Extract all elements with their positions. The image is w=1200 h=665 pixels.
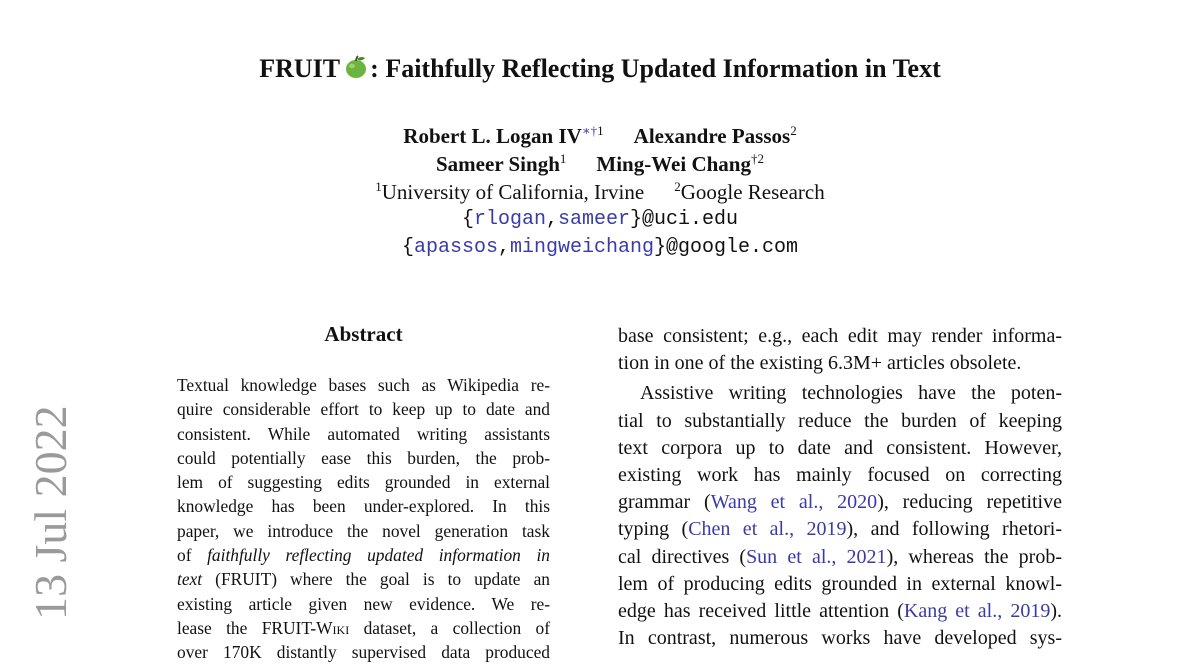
text-line: knowledge has been under-explored. In this <box>177 496 550 517</box>
author-affiliation-mark: †2 <box>751 151 764 166</box>
citation-link[interactable]: Sun et al., 2021 <box>746 545 887 568</box>
text-line: tion in one of the existing 6.3M+ articles obsolete. <box>618 352 1022 375</box>
email-link[interactable]: rlogan <box>473 208 546 231</box>
text-line: lease the FRUIT-Wiki dataset, a collection of <box>177 617 551 638</box>
abstract-heading: Abstract <box>324 322 403 346</box>
text-line: tial to substantially reduce the burden of keeping <box>618 409 1062 432</box>
title-text: : Faithfully Reflecting Updated Information in Text <box>370 54 941 83</box>
text-line: text corpora up to date and consistent. However, <box>618 436 1062 459</box>
paper-title <box>0 54 1200 84</box>
text-line: text (FRUIT) where the goal is to update an <box>177 569 550 590</box>
email-link[interactable]: mingweichang <box>509 236 655 259</box>
introduction-column <box>618 323 1062 652</box>
author-line-2 <box>0 150 1200 178</box>
text-line: consistent. While automated writing assistants <box>177 423 550 444</box>
affiliation-name: Google Research <box>680 180 825 204</box>
author-name: Sameer Singh <box>436 152 560 176</box>
text-line: typing (Chen et al., 2019), and following rhetori- <box>618 518 1062 541</box>
text-line: quire considerable effort to keep up to date and <box>177 399 550 420</box>
text-line: existing article given new evidence. We re- <box>177 593 550 614</box>
arxiv-date-stamp: 13 Jul 2022 <box>25 405 76 620</box>
text-line: cal directives (Sun et al., 2021), whereas the prob- <box>618 545 1062 568</box>
author-footnote-mark: ∗† <box>581 123 598 138</box>
text-line: base consistent; e.g., each edit may render informa- <box>618 325 1062 347</box>
email-line-2: {apassos,mingweichang}@google.com <box>401 236 799 259</box>
affiliation-name: University of California, Irvine <box>381 180 645 204</box>
green-apple-icon <box>344 55 368 79</box>
author-block <box>0 122 1200 262</box>
task-name-italic: faithfully reflecting updated information in <box>207 545 550 566</box>
text-line: grammar (Wang et al., 2020), reducing repetitive <box>618 491 1062 514</box>
text-line: over 170K distantly supervised data produced <box>177 642 550 663</box>
text-line: could potentially ease this burden, the prob- <box>177 447 550 468</box>
abstract-text <box>177 373 550 665</box>
text-line: existing work has mainly focused on correcting <box>618 464 1062 487</box>
title-acronym: FRUIT <box>259 54 341 83</box>
author-affiliation-mark: 1 <box>597 123 604 138</box>
author-name: Alexandre Passos <box>633 124 791 148</box>
email-link[interactable]: sameer <box>558 208 631 231</box>
citation-link[interactable]: Kang et al., 2019 <box>903 600 1051 623</box>
text-line: Assistive writing technologies have the poten- <box>640 382 1062 405</box>
text-line: Textual knowledge bases such as Wikipedia re- <box>177 375 550 395</box>
affiliation-mark: 1 <box>375 179 382 194</box>
author-line-1 <box>0 122 1200 150</box>
author-affiliation-mark: 2 <box>790 123 797 138</box>
author-affiliation-mark: 1 <box>559 151 567 166</box>
text-line: edge has received little attention (Kang et al., 2019). <box>618 600 1062 623</box>
citation-link[interactable]: Chen et al., 2019 <box>688 518 847 541</box>
author-name: Ming-Wei Chang <box>596 152 751 176</box>
email-line-1: {rlogan,sameer}@uci.edu <box>461 208 739 231</box>
citation-link[interactable]: Wang et al., 2020 <box>710 491 878 514</box>
affiliation-mark: 2 <box>674 179 681 194</box>
affiliation-line <box>0 178 1200 206</box>
text-line: paper, we introduce the novel generation task <box>177 520 550 541</box>
text-line: lem of suggesting edits grounded in external <box>177 472 550 493</box>
author-name: Robert L. Logan IV <box>403 124 582 148</box>
email-link[interactable]: apassos <box>413 236 498 259</box>
text-line: of faithfully reflecting updated information in <box>177 545 550 566</box>
text-line: In contrast, numerous works have developed sys- <box>618 627 1062 650</box>
text-line: lem of producing edits grounded in external knowl- <box>618 572 1062 595</box>
